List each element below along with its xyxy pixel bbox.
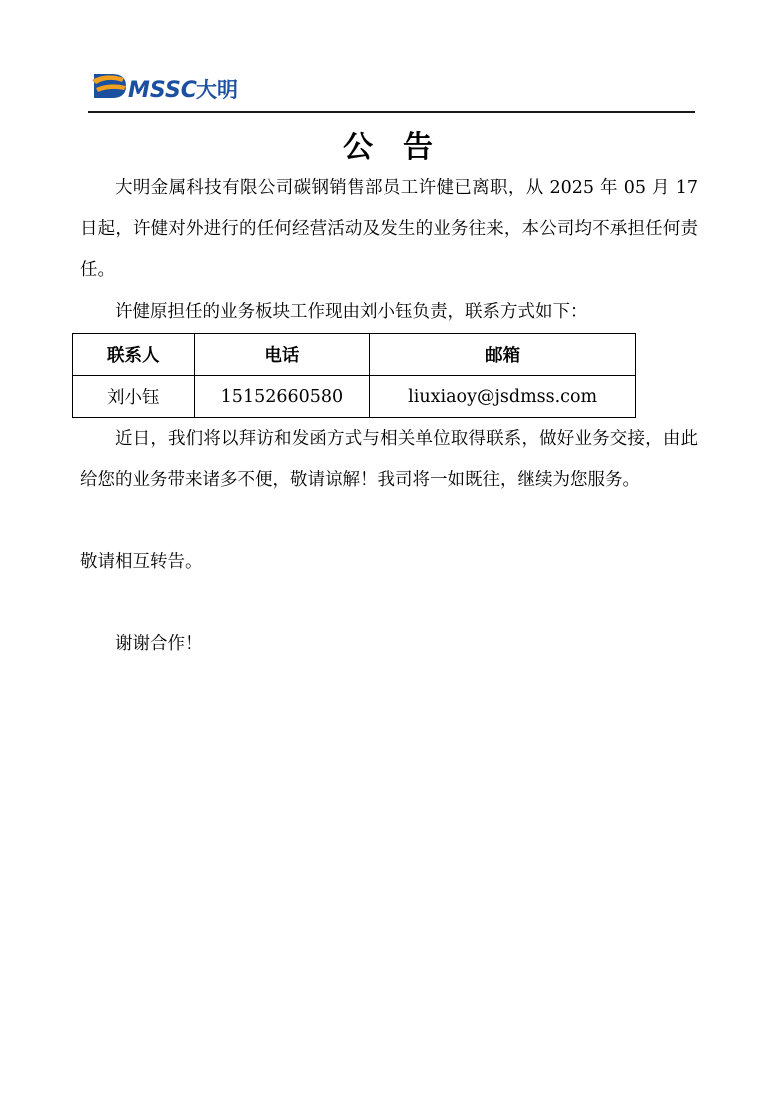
paragraph-handover-intro: 许健原担任的业务板块工作现由刘小钰负责，联系方式如下： — [115, 302, 588, 322]
paragraph-apology: 近日，我们将以拜访和发函方式与相关单位取得联系，做好业务交接，由此给您的业务带来诸多不便，敬请谅解！我司将一如既往，继续为您服务。 — [80, 429, 698, 490]
company-logo — [92, 70, 244, 102]
header-phone: 电话 — [194, 334, 370, 376]
header-divider — [88, 111, 695, 113]
contact-email-cell: liuxiaoy@jsdmss.com — [370, 376, 636, 418]
svg-text:大明: 大明 — [196, 78, 238, 102]
contact-table — [72, 333, 636, 418]
paragraph-thanks: 谢谢合作！ — [115, 634, 203, 654]
dmssc-logo-graphic — [92, 70, 244, 102]
contact-phone-cell: 15152660580 — [194, 376, 370, 418]
svg-text:MSSC: MSSC — [128, 78, 197, 102]
contact-name-cell: 刘小钰 — [73, 376, 195, 418]
table-header-row — [73, 334, 636, 376]
table-row — [73, 376, 636, 418]
paragraph-resignation-notice: 大明金属科技有限公司碳钢销售部员工许健已离职，从 2025 年 05 月 17 日起，许健对外进行的任何经营活动及发生的业务往来，本公司均不承担任何责任。 — [80, 178, 698, 280]
header-contact: 联系人 — [73, 334, 195, 376]
header-email: 邮箱 — [370, 334, 636, 376]
paragraph-pass-on: 敬请相互转告。 — [80, 552, 203, 572]
document-title: 公告 — [343, 130, 463, 165]
